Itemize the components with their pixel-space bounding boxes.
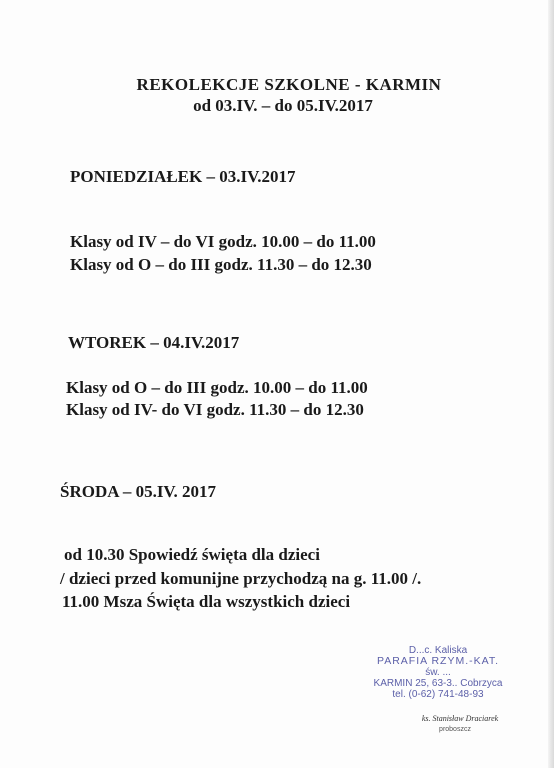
schedule-line: / dzieci przed komunijne przychodzą na g. 11.00 /. — [60, 569, 422, 588]
schedule-line: Klasy od O – do III godz. 10.00 – do 11.00 — [66, 378, 368, 397]
day-heading-tuesday: WTOREK – 04.IV.2017 — [68, 333, 240, 352]
schedule-line: Klasy od IV – do VI godz. 10.00 – do 11.00 — [70, 232, 376, 251]
signature-name: ks. Stanisław Draciarek — [421, 714, 499, 723]
document-title: REKOLEKCJE SZKOLNE - KARMIN — [136, 75, 442, 94]
stamp-line: św. ... — [425, 667, 451, 678]
parish-stamp — [372, 645, 504, 701]
document-date-range: od 03.IV. – do 05.IV.2017 — [193, 96, 373, 115]
stamp-line: PARAFIA RZYM.-KAT. — [376, 655, 500, 667]
schedule-line: 11.00 Msza Święta dla wszystkich dzieci — [62, 592, 351, 611]
stamp-line: tel. (0-62) 741-48-93 — [392, 689, 484, 700]
schedule-line: od 10.30 Spowiedź święta dla dzieci — [64, 545, 320, 564]
stamp-line: KARMIN 25, 63-3.. Cobrzyca — [373, 678, 503, 689]
schedule-line: Klasy od O – do III godz. 11.30 – do 12.30 — [70, 255, 372, 274]
stamp-line: D...c. Kaliska — [408, 645, 468, 656]
schedule-line: Klasy od IV- do VI godz. 11.30 – do 12.30 — [66, 400, 364, 419]
signature-role: proboszcz — [439, 726, 471, 733]
day-heading-monday: PONIEDZIAŁEK – 03.IV.2017 — [70, 167, 296, 186]
day-heading-wednesday: ŚRODA – 05.IV. 2017 — [60, 482, 217, 501]
